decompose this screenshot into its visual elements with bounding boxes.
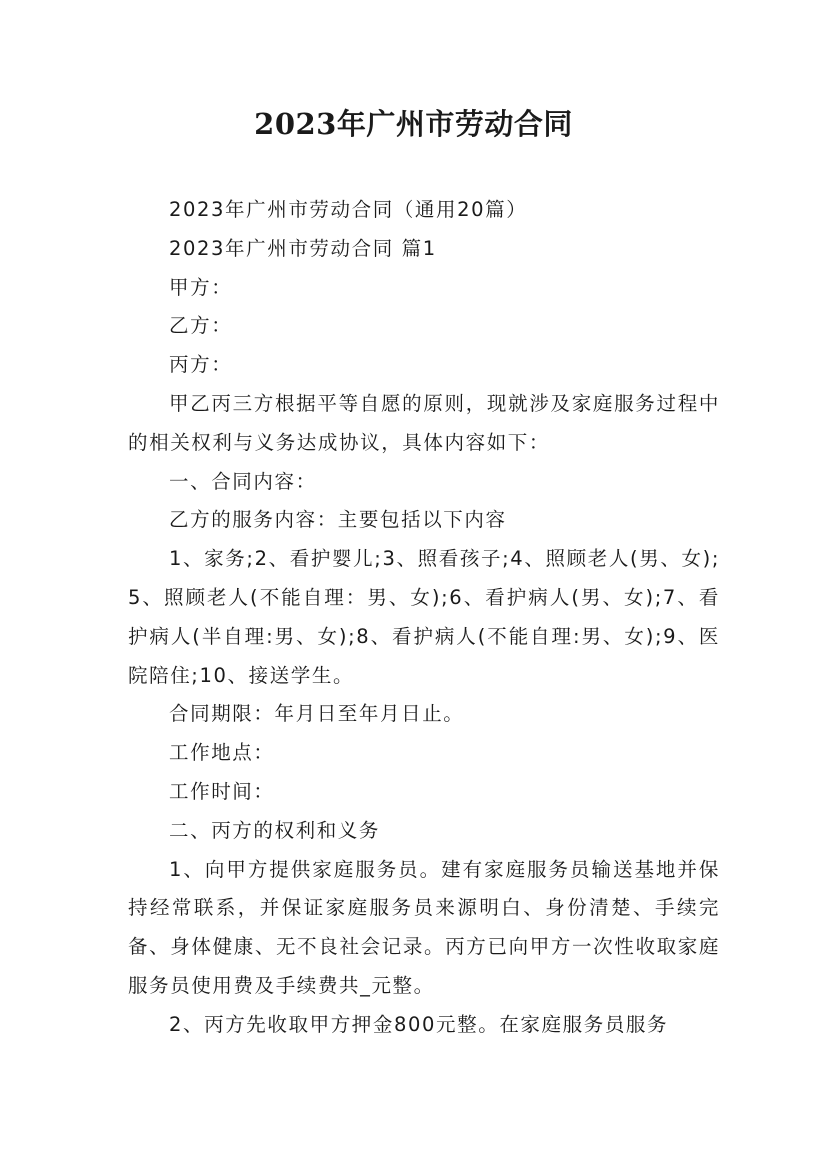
paragraph-contract-term: 合同期限：年月日至年月日止。 xyxy=(169,702,465,726)
paragraph-service-list: 1、家务;2、看护婴儿;3、照看孩子;4、照顾老人(男、女);5、照顾老人(不能自理：男、女);6、看护病人(男、女);7、看护病人(半自理:男、女);8、看护病人(不能自理:男、女);9、医院陪住;10、接送学生。 xyxy=(128,547,720,687)
paragraph-subtitle: 2023年广州市劳动合同（通用20篇） xyxy=(169,198,528,221)
paragraph-service-content: 乙方的服务内容：主要包括以下内容 xyxy=(169,508,507,532)
document-title: 2023年广州市劳动合同 xyxy=(254,107,573,141)
paragraph-party-b: 乙方： xyxy=(169,314,233,338)
paragraph-intro: 甲乙丙三方根据平等自愿的原则，现就涉及家庭服务过程中的相关权利与义务达成协议，具体内容如下： xyxy=(128,391,720,454)
document-body xyxy=(128,191,720,1045)
paragraph-party-c: 丙方： xyxy=(169,353,233,377)
paragraph-party-a: 甲方： xyxy=(169,275,233,299)
paragraph-heading-party-c-rights: 二、丙方的权利和义务 xyxy=(169,818,381,842)
paragraph-clause-2: 2、丙方先收取甲方押金800元整。在家庭服务员服务 xyxy=(169,1012,669,1036)
paragraph-work-location: 工作地点： xyxy=(169,741,275,765)
paragraph-section-heading: 2023年广州市劳动合同 篇1 xyxy=(169,236,437,260)
paragraph-heading-contract-content: 一、合同内容： xyxy=(169,469,317,493)
paragraph-clause-1: 1、向甲方提供家庭服务员。建有家庭服务员输送基地并保持经常联系，并保证家庭服务员来源明白、身份清楚、手续完备、身体健康、无不良社会记录。丙方已向甲方一次性收取家庭服务员使用费及手续费共_元整。 xyxy=(128,857,720,997)
paragraph-work-hours: 工作时间： xyxy=(169,779,275,803)
